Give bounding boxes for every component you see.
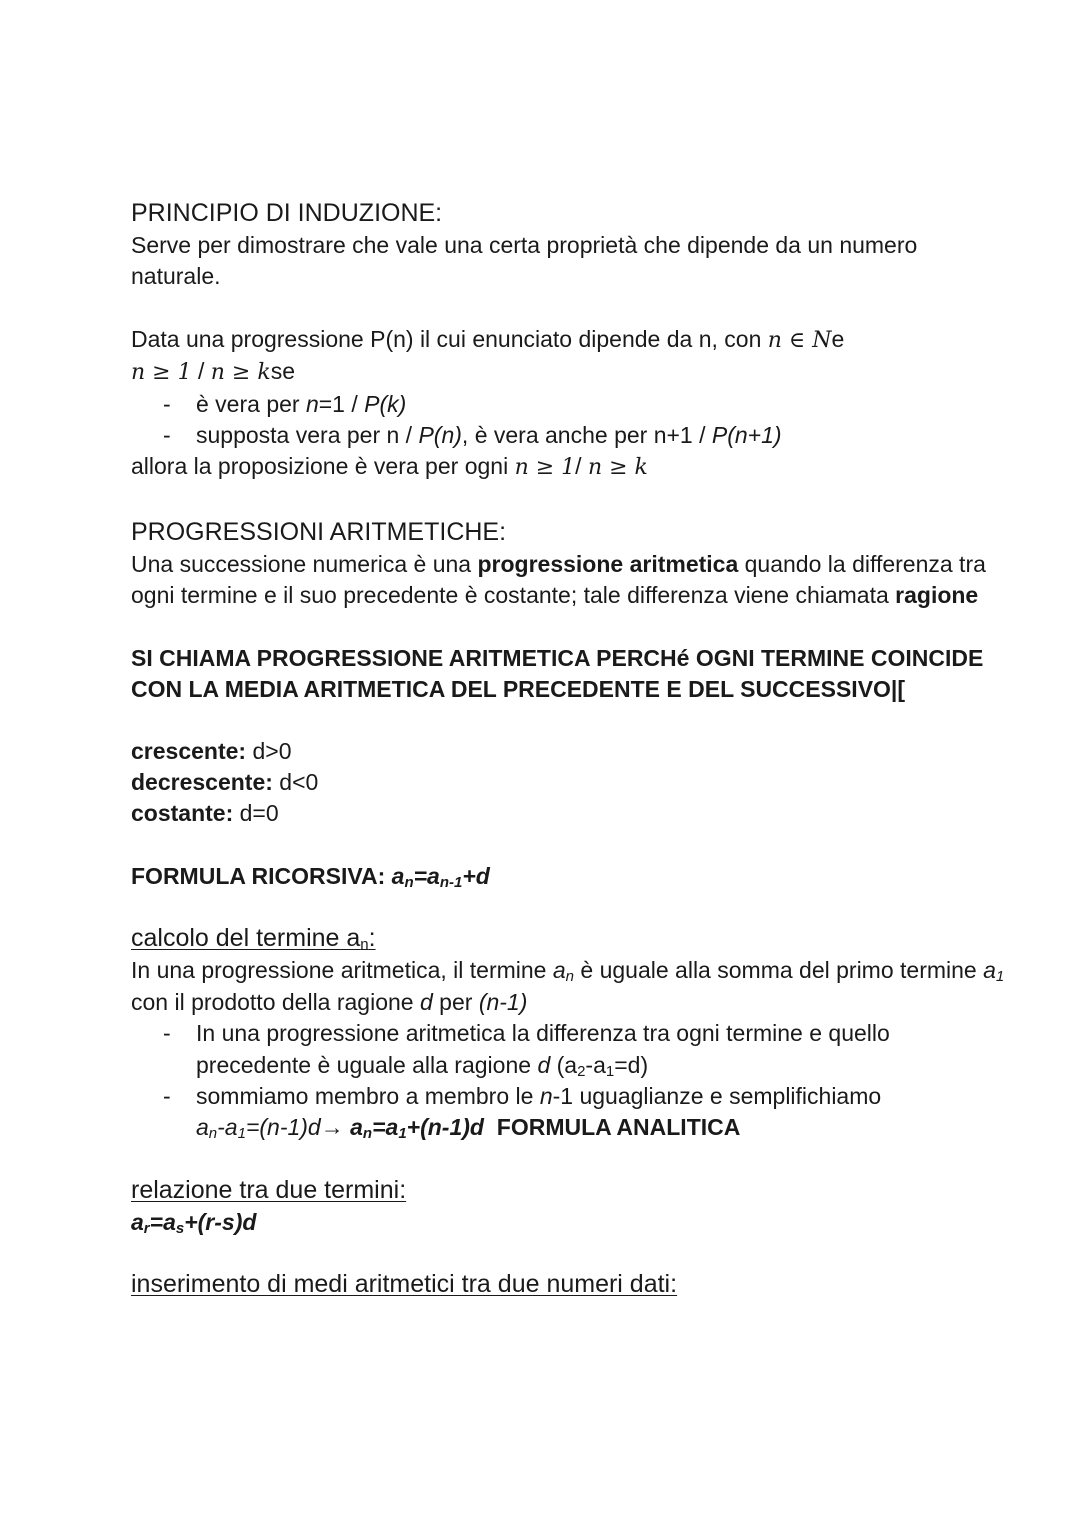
list-item: - sommiamo membro a membro le n-1 uguaglianze e semplifichiamo $a_n-a_1=(n-1)d\to a_n=a_1+(n-1)d$ FORMULA ANALITICA <box>131 1081 1011 1144</box>
relazione-formula: $a_r=a_s+(r-s)d$ <box>131 1208 257 1237</box>
document-page <box>131 196 1011 1301</box>
caps-note: SI CHIAMA PROGRESSIONE ARITMETICA PERCHé OGNI TERMINE COINCIDE CON LA MEDIA ARITMETICA DEL PRECEDENTE E DEL SUCCESSIVO|[ <box>131 644 984 702</box>
list-item: - In una progressione aritmetica la differenza tra ogni termine e quello precedente è uguale alla ragione d $(a_2-a_1=d)$ <box>131 1018 1011 1081</box>
calcolo-bullets <box>131 1018 1011 1144</box>
section-title-progressioni: PROGRESSIONI ARITMETICHE: <box>131 517 507 546</box>
calcolo-paragraph: In una progressione aritmetica, il termine $a_n$ è uguale alla somma del primo termine $a_1$ con il prodotto della ragione d per (n-1) <box>131 957 1005 1015</box>
induzione-condition: n ≥ 1 / n ≥ kse <box>131 358 295 386</box>
formula-ricorsiva: FORMULA RICORSIVA: $a_n=a_{n-1}+d$ <box>131 862 490 891</box>
formula-analitica-label: FORMULA ANALITICA <box>483 1114 741 1141</box>
section-title-medi: inserimento di medi aritmetici tra due numeri dati: <box>131 1270 678 1299</box>
list-item: - è vera per n=1 / P(k) <box>131 389 1011 420</box>
list-item: - supposta vera per n / P(n), è vera anche per n+1 / P(n+1) <box>131 420 1011 451</box>
section-title-relazione: relazione tra due termini: <box>131 1175 407 1204</box>
section-title-calcolo: calcolo del termine $a_n$: <box>131 924 376 954</box>
induzione-intro: Serve per dimostrare che vale una certa proprietà che dipende da un numero naturale. <box>131 232 918 290</box>
induzione-bullets <box>131 389 1011 452</box>
progressioni-definition: Una successione numerica è una progressione aritmetica quando la differenza tra ogni termine e il suo precedente è costante; tale differenza viene chiamata ragione <box>131 550 986 609</box>
induzione-conclusion: allora la proposizione è vera per ogni n ≥ 1/ n ≥ k <box>131 453 648 481</box>
decrescente-line: decrescente: d<0 <box>131 769 319 796</box>
induzione-data: Data una progressione P(n) il cui enunciato dipende da n, con n ∈ Ne <box>131 325 845 353</box>
crescente-line: crescente: d>0 <box>131 737 292 764</box>
section-title-induzione: PRINCIPIO DI INDUZIONE: <box>131 199 443 227</box>
math-n-in-N: n ∈ N <box>767 327 832 353</box>
costante-line: costante: d=0 <box>131 800 279 827</box>
